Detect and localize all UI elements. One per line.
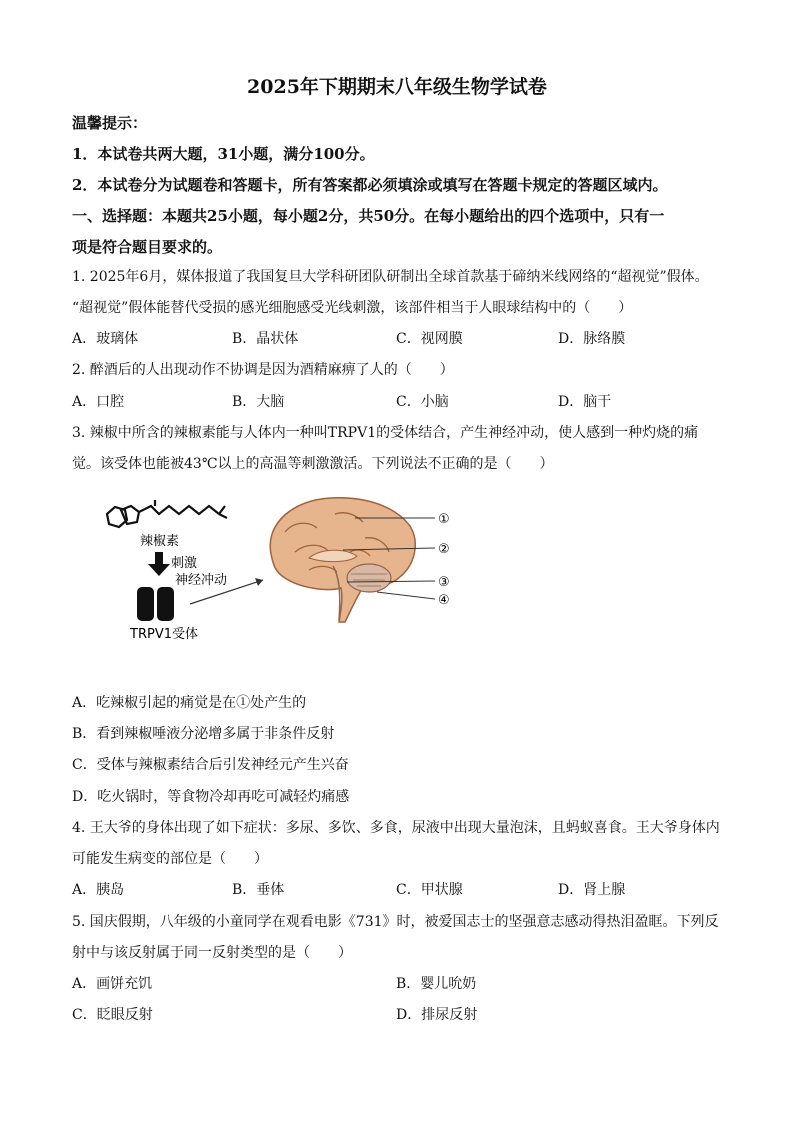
q4-option-a: A．胰岛: [72, 882, 125, 898]
trpv1-receptor-icon: [137, 587, 174, 621]
marker-1: ①: [438, 512, 450, 527]
tips-heading: 温馨提示：: [72, 114, 148, 132]
question-5-text: 射中与该反射属于同一反射类型的是（ ）: [72, 945, 352, 961]
question-4-text: 可能发生病变的部位是（ ）: [72, 851, 268, 867]
q5-option-d: D．排尿反射: [396, 1007, 478, 1023]
q2-option-c: C．小脑: [396, 394, 449, 410]
page-title: 2025年下期期末八年级生物学试卷: [247, 76, 547, 98]
tip-item: 1．本试卷共两大题，31小题，满分100分。: [72, 145, 375, 163]
q1-option-c: C．视网膜: [396, 331, 463, 347]
capsaicin-molecule-icon: [107, 500, 227, 527]
question-1-text: “超视觉”假体能替代受损的感光细胞感受光线刺激，该部件相当于人眼球结构中的（ ）: [72, 300, 633, 316]
q5-option-c: C．眨眼反射: [72, 1007, 153, 1023]
q2-option-a: A．口腔: [72, 394, 125, 410]
q1-option-a: A．玻璃体: [72, 331, 139, 347]
q4-option-d: D．肾上腺: [558, 882, 626, 898]
marker-2: ②: [438, 542, 450, 557]
question-2-text: 2. 醉酒后的人出现动作不协调是因为酒精麻痹了人的（ ）: [72, 362, 454, 378]
capsaicin-label: 辣椒素: [140, 534, 180, 549]
question-5-text: 5. 国庆假期，八年级的小童同学在观看电影《731》时，被爱国志士的坚强意志感动得热泪盈眶。下列反: [72, 914, 719, 930]
q2-option-b: B．大脑: [232, 394, 285, 410]
q5-option-a: A．画饼充饥: [72, 976, 153, 992]
marker-3: ③: [438, 575, 450, 590]
question-4-text: 4. 王大爷的身体出现了如下症状：多尿、多饮、多食，尿液中出现大量泡沫，且蚂蚁喜食。王大爷身体内: [72, 820, 720, 836]
tip-item: 2．本试卷分为试题卷和答题卡，所有答案都必须填涂或填写在答题卡规定的答题区域内。: [72, 176, 668, 194]
marker-4: ④: [438, 593, 450, 608]
question-1-text: 1. 2025年6月，媒体报道了我国复旦大学科研团队研制出全球首款基于碲纳米线网络的“超视觉”假体。: [72, 269, 709, 285]
q3-option-c: C．受体与辣椒素结合后引发神经元产生兴奋: [72, 757, 349, 773]
question-3-text: 3. 辣椒中所含的辣椒素能与人体内一种叫TRPV1的受体结合，产生神经冲动，使人感到一种灼烧的痛: [72, 425, 699, 441]
q1-option-d: D．脉络膜: [558, 331, 626, 347]
section-heading: 一、选择题：本题共25小题，每小题2分，共50分。在每小题给出的四个选项中，只有一: [72, 207, 665, 225]
stimulus-label: 刺激: [171, 556, 198, 571]
impulse-label: 神经冲动: [175, 573, 228, 588]
q3-option-d: D．吃火锅时，等食物冷却再吃可减轻灼痛感: [72, 789, 350, 805]
q5-option-b: B．婴儿吮奶: [396, 976, 477, 992]
q3-option-b: B．看到辣椒唾液分泌增多属于非条件反射: [72, 726, 335, 742]
q4-option-b: B．垂体: [232, 882, 285, 898]
q1-option-b: B．晶状体: [232, 331, 299, 347]
question-3-text: 觉。该受体也能被43℃以上的高温等刺激激活。下列说法不正确的是（ ）: [72, 456, 554, 472]
receptor-label: TRPV1受体: [130, 627, 198, 642]
q4-option-c: C．甲状腺: [396, 882, 463, 898]
q2-option-d: D．脑干: [558, 394, 612, 410]
section-heading-cont: 项是符合题目要求的。: [72, 238, 223, 256]
down-arrow-icon: [148, 552, 170, 576]
capsaicin-brain-figure: [95, 492, 475, 662]
q3-option-a: A．吃辣椒引起的痛觉是在①处产生的: [72, 695, 307, 711]
brain-diagram: [270, 498, 415, 622]
